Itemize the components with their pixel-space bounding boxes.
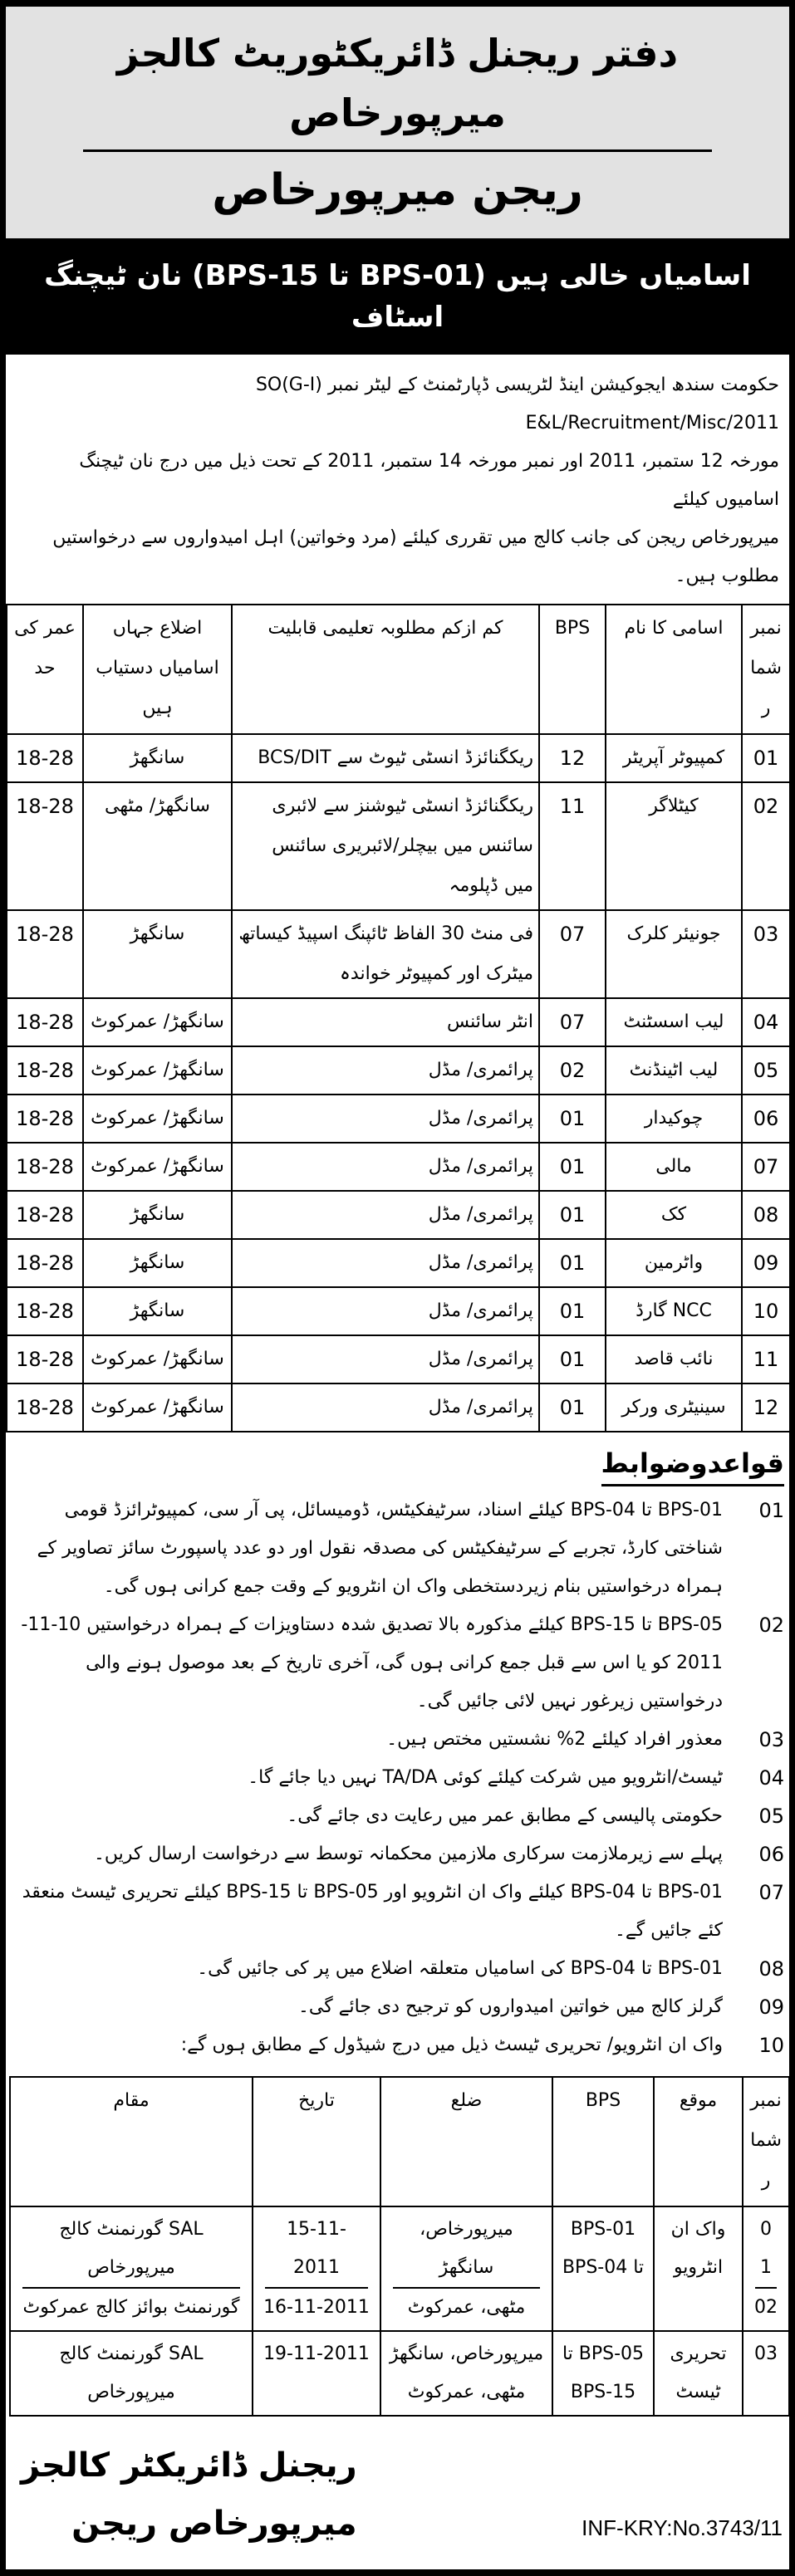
intro-paragraph: [6, 355, 789, 604]
bps-cell: 01: [539, 1335, 606, 1383]
bps-cell: 01: [539, 1143, 606, 1191]
post-name-cell: NCC گارڈ: [606, 1287, 742, 1335]
serial-number-cell: 11: [742, 1335, 790, 1383]
rule-number: 01: [758, 1499, 784, 1522]
table-row: [7, 1335, 790, 1383]
table-header-row: [10, 2077, 789, 2206]
qualification-cell: پرائمری/ مڈل: [232, 1191, 539, 1239]
district-line: مٹھی، عمرکوٹ: [407, 2297, 526, 2318]
serial-number-line: 02: [754, 2297, 778, 2318]
rule-item: [21, 1835, 784, 1873]
rule-text: معذور افراد کیلئے 2% نشستیں مختص ہیں۔: [386, 1729, 723, 1750]
district-cell: [380, 2206, 552, 2331]
districts-cell: سانگھڑ/ مٹھی: [83, 782, 232, 910]
qualification-cell: پرائمری/ مڈل: [232, 1046, 539, 1095]
bps-line: BPS-01: [570, 2219, 636, 2240]
rule-item: [21, 1797, 784, 1835]
districts-cell: سانگھڑ/ عمرکوٹ: [83, 1095, 232, 1143]
rule-text: ٹیسٹ/انٹرویو میں شرکت کیلئے کوئی TA/DA نہیں دیا جائے گا۔: [248, 1767, 723, 1788]
serial-number-cell: 07: [742, 1143, 790, 1191]
bps-line: تا BPS-04: [562, 2257, 645, 2278]
age-limit-cell: 18-28: [7, 1287, 83, 1335]
rule-item: [21, 1873, 784, 1950]
districts-cell: سانگھڑ/ عمرکوٹ: [83, 1335, 232, 1383]
venue-line: SAL گورنمنٹ کالج میرپورخاص: [59, 2343, 204, 2402]
districts-cell: سانگھڑ/ عمرکوٹ: [83, 1046, 232, 1095]
column-header: اضلاع جہاں اسامیاں دستیاب ہیں: [83, 605, 232, 734]
serial-number-cell: 05: [742, 1046, 790, 1095]
post-name-cell: کمپیوٹر آپریٹر: [606, 734, 742, 782]
rule-item: [21, 1988, 784, 2026]
table-row: [7, 782, 790, 910]
serial-number-cell: 02: [742, 782, 790, 910]
serial-number-line: 03: [754, 2343, 778, 2364]
post-name-cell: سینیٹری ورکر: [606, 1383, 742, 1432]
venue-cell: [10, 2331, 253, 2416]
table-row: [7, 1287, 790, 1335]
age-limit-cell: 18-28: [7, 1095, 83, 1143]
serial-number-cell: 04: [742, 998, 790, 1046]
event-line: واک ان: [670, 2219, 726, 2240]
serial-number-cell: 12: [742, 1383, 790, 1432]
event-line: انٹرویو: [673, 2257, 724, 2278]
qualification-cell: ریکگنائزڈ انسٹی ٹیوٹ سے BCS/DIT: [232, 734, 539, 782]
serial-number-cell: 06: [742, 1095, 790, 1143]
age-limit-cell: 18-28: [7, 734, 83, 782]
rule-item: [21, 1759, 784, 1797]
qualification-cell: انٹر سائنس: [232, 998, 539, 1046]
serial-number-cell: 09: [742, 1239, 790, 1287]
table-header-row: [7, 605, 790, 734]
districts-cell: سانگھڑ/ عمرکوٹ: [83, 998, 232, 1046]
post-name-cell: چوکیدار: [606, 1095, 742, 1143]
date-line: 19-11-2011: [263, 2343, 370, 2364]
header-box: [6, 7, 789, 238]
table-row: [10, 2206, 789, 2331]
districts-cell: سانگھڑ/ عمرکوٹ: [83, 1383, 232, 1432]
bps-cell: 12: [539, 734, 606, 782]
rule-number: 03: [758, 1728, 784, 1751]
district-line: میرپورخاص، سانگھڑ: [389, 2343, 544, 2364]
bps-cell: 02: [539, 1046, 606, 1095]
rule-text: BPS-01 تا BPS-04 کیلئے واک ان انٹرویو اور BPS-05 تا BPS-15 کیلئے تحریری ٹیسٹ منعقد کئے جائیں گے۔: [22, 1882, 723, 1941]
districts-cell: سانگھڑ: [83, 734, 232, 782]
qualification-cell: پرائمری/ مڈل: [232, 1143, 539, 1191]
table-row: [7, 1095, 790, 1143]
table-row: [7, 1239, 790, 1287]
rule-text: BPS-01 تا BPS-04 کیلئے اسناد، سرٹیفکیٹس، ڈومیسائل، پی آر سی، کمپیوٹرائزڈ قومی شناختی کارڈ، تجربے کے سرٹیفکیٹس کی مصدقہ نقول اور دو عدد پاسپورٹ سائز تصاویر کے ہمراہ درخواستیں بنام زیردستخطی واک ان انٹرویو کے وقت جمع کرانی ہوں گی۔: [37, 1500, 723, 1597]
table-row: [7, 910, 790, 998]
age-limit-cell: 18-28: [7, 782, 83, 910]
qualification-cell: پرائمری/ مڈل: [232, 1383, 539, 1432]
column-header: اسامی کا نام: [606, 605, 742, 734]
districts-cell: سانگھڑ/ عمرکوٹ: [83, 1143, 232, 1191]
signatory-title: ریجنل ڈائریکٹر کالجز: [21, 2446, 357, 2485]
districts-cell: سانگھڑ: [83, 910, 232, 998]
bps-cell: [552, 2206, 654, 2331]
qualification-cell: پرائمری/ مڈل: [232, 1335, 539, 1383]
age-limit-cell: 18-28: [7, 1335, 83, 1383]
schedule-table: [9, 2076, 790, 2417]
table-row: [7, 998, 790, 1046]
serial-number-cell: [743, 2331, 789, 2416]
bps-cell: 11: [539, 782, 606, 910]
age-limit-cell: 18-28: [7, 998, 83, 1046]
table-row: [7, 1191, 790, 1239]
event-line: تحریری: [670, 2343, 727, 2364]
venue-line: گورنمنٹ بوائز کالج عمرکوٹ: [22, 2297, 240, 2318]
vacancy-banner: اسامیاں خالی ہیں (BPS-01 تا BPS-15) نان ٹیچنگ اسٹاف: [6, 238, 789, 355]
district-line: مٹھی، عمرکوٹ: [407, 2382, 526, 2402]
rule-number: 06: [758, 1843, 784, 1866]
qualification-cell: پرائمری/ مڈل: [232, 1095, 539, 1143]
signature-block: [21, 2436, 357, 2553]
column-header: تاریخ: [253, 2077, 380, 2206]
serial-number-cell: 10: [742, 1287, 790, 1335]
rule-text: گرلز کالج میں خواتین امیدواروں کو ترجیح دی جائے گی۔: [297, 1996, 723, 2017]
region-subtitle: ریجن میرپورخاص: [212, 165, 583, 215]
column-header: نمبر شمار: [742, 605, 790, 734]
district-cell: [380, 2331, 552, 2416]
table-row: [7, 734, 790, 782]
rule-item: [21, 1606, 784, 1721]
post-name-cell: کیٹلاگر: [606, 782, 742, 910]
bps-cell: 07: [539, 998, 606, 1046]
event-cell: [654, 2206, 743, 2331]
footer: [6, 2417, 789, 2553]
rule-number: 07: [758, 1881, 784, 1904]
rule-item: [21, 1950, 784, 1988]
age-limit-cell: 18-28: [7, 1143, 83, 1191]
column-header: موقع: [654, 2077, 743, 2206]
serial-number-line: 01: [755, 2211, 777, 2289]
bps-cell: 01: [539, 1383, 606, 1432]
rule-number: 10: [758, 2034, 784, 2057]
rule-number: 04: [758, 1766, 784, 1790]
title-divider: [83, 149, 712, 152]
bps-cell: [552, 2331, 654, 2416]
venue-line: SAL گورنمنٹ کالج میرپورخاص: [22, 2211, 240, 2289]
serial-number-cell: [743, 2206, 789, 2331]
rule-number: 09: [758, 1996, 784, 2019]
event-line: ٹیسٹ: [675, 2382, 721, 2402]
age-limit-cell: 18-28: [7, 1046, 83, 1095]
post-name-cell: لیب اسسٹنٹ: [606, 998, 742, 1046]
column-header: عمر کی حد: [7, 605, 83, 734]
districts-cell: سانگھڑ: [83, 1191, 232, 1239]
qualification-cell: پرائمری/ مڈل: [232, 1239, 539, 1287]
post-name-cell: مالی: [606, 1143, 742, 1191]
event-cell: [654, 2331, 743, 2416]
signatory-region: میرپورخاص ریجن: [71, 2505, 357, 2543]
rule-text: BPS-05 تا BPS-15 کیلئے مذکورہ بالا تصدیق شدہ دستاویزات کے ہمراہ درخواستیں 10-11-2011 کو یا اس سے قبل جمع کرانی ہوں گی، آخری تاریخ کے بعد موصول ہونے والی درخواستیں زیرغور نہیں لائی جائیں گی۔: [21, 1614, 723, 1712]
rule-text: BPS-01 تا BPS-04 کی اسامیاں متعلقہ اضلاع میں پر کی جائیں گی۔: [197, 1958, 723, 1979]
table-row: [10, 2331, 789, 2416]
table-row: [7, 1143, 790, 1191]
intro-line: مورخہ 12 ستمبر، 2011 اور نمبر مورخہ 14 ستمبر، 2011 کے تحت ذیل میں درج نان ٹیچنگ اسامیوں کیلئے: [79, 451, 779, 510]
vacancies-table: [6, 604, 791, 1432]
districts-cell: سانگھڑ: [83, 1287, 232, 1335]
date-cell: [253, 2331, 380, 2416]
advertisement: [6, 7, 789, 2569]
qualification-cell: فی منٹ 30 الفاظ ٹائپنگ اسپیڈ کیساتھ میٹرک اور کمپیوٹر خواندہ: [232, 910, 539, 998]
rule-item: [21, 2026, 784, 2064]
date-cell: [253, 2206, 380, 2331]
age-limit-cell: 18-28: [7, 1191, 83, 1239]
rules-list: [21, 1491, 784, 2064]
rules-heading: قواعدوضوابط: [601, 1442, 784, 1486]
age-limit-cell: 18-28: [7, 910, 83, 998]
column-header: BPS: [552, 2077, 654, 2206]
rule-text: حکومتی پالیسی کے مطابق عمر میں رعایت دی جائے گی۔: [287, 1805, 723, 1826]
districts-cell: سانگھڑ: [83, 1239, 232, 1287]
bps-cell: 07: [539, 910, 606, 998]
serial-number-cell: 01: [742, 734, 790, 782]
post-name-cell: لیب اٹینڈنٹ: [606, 1046, 742, 1095]
bps-line: BPS-15: [570, 2382, 636, 2402]
rule-item: [21, 1721, 784, 1759]
rule-number: 02: [758, 1614, 784, 1637]
rule-text: پہلے سے زیرملازمت سرکاری ملازمین محکمانہ توسط سے درخواست ارسال کریں۔: [93, 1844, 723, 1864]
serial-number-cell: 03: [742, 910, 790, 998]
post-name-cell: کک: [606, 1191, 742, 1239]
rule-number: 05: [758, 1805, 784, 1828]
bps-line: BPS-05 تا: [562, 2343, 645, 2364]
date-line: 16-11-2011: [263, 2297, 370, 2318]
intro-line: حکومت سندھ ایجوکیشن اینڈ لٹریسی ڈپارٹمنٹ کے لیٹر نمبر SO(G-I) E&L/Recruitment/Misc/2011: [255, 375, 779, 433]
date-line: 15-11-2011: [265, 2211, 368, 2289]
qualification-cell: ریکگنائزڈ انسٹی ٹیوشنز سے لائبری سائنس میں بیچلر/لائبریری سائنس میں ڈپلومہ: [232, 782, 539, 910]
bps-cell: 01: [539, 1239, 606, 1287]
bps-cell: 01: [539, 1287, 606, 1335]
reference-number: INF-KRY:No.3743/11: [582, 2515, 783, 2540]
qualification-cell: پرائمری/ مڈل: [232, 1287, 539, 1335]
bps-cell: 01: [539, 1095, 606, 1143]
post-name-cell: نائب قاصد: [606, 1335, 742, 1383]
district-line: میرپورخاص، سانگھڑ: [393, 2211, 540, 2289]
column-header: مقام: [10, 2077, 253, 2206]
column-header: BPS: [539, 605, 606, 734]
rule-item: [21, 1491, 784, 1606]
intro-line: میرپورخاص ریجن کی جانب کالج میں تقرری کیلئے (مرد وخواتین) اہل امیدواروں سے درخواستیں مطلوب ہیں۔: [52, 527, 779, 586]
post-name-cell: جونیئر کلرک: [606, 910, 742, 998]
bps-cell: 01: [539, 1191, 606, 1239]
age-limit-cell: 18-28: [7, 1239, 83, 1287]
column-header: ضلع: [380, 2077, 552, 2206]
table-row: [7, 1383, 790, 1432]
rule-text: واک ان انٹرویو/ تحریری ٹیسٹ ذیل میں درج شیڈول کے مطابق ہوں گے:: [180, 2035, 723, 2055]
table-row: [7, 1046, 790, 1095]
serial-number-cell: 08: [742, 1191, 790, 1239]
column-header: کم ازکم مطلوبہ تعلیمی قابلیت: [232, 605, 539, 734]
age-limit-cell: 18-28: [7, 1383, 83, 1432]
rule-number: 08: [758, 1957, 784, 1981]
office-title: دفتر ریجنل ڈائریکٹوریٹ کالجز میرپورخاص: [116, 31, 679, 135]
rules-section: [6, 1432, 789, 2069]
column-header: نمبر شمار: [743, 2077, 789, 2206]
post-name-cell: واٹرمین: [606, 1239, 742, 1287]
venue-cell: [10, 2206, 253, 2331]
